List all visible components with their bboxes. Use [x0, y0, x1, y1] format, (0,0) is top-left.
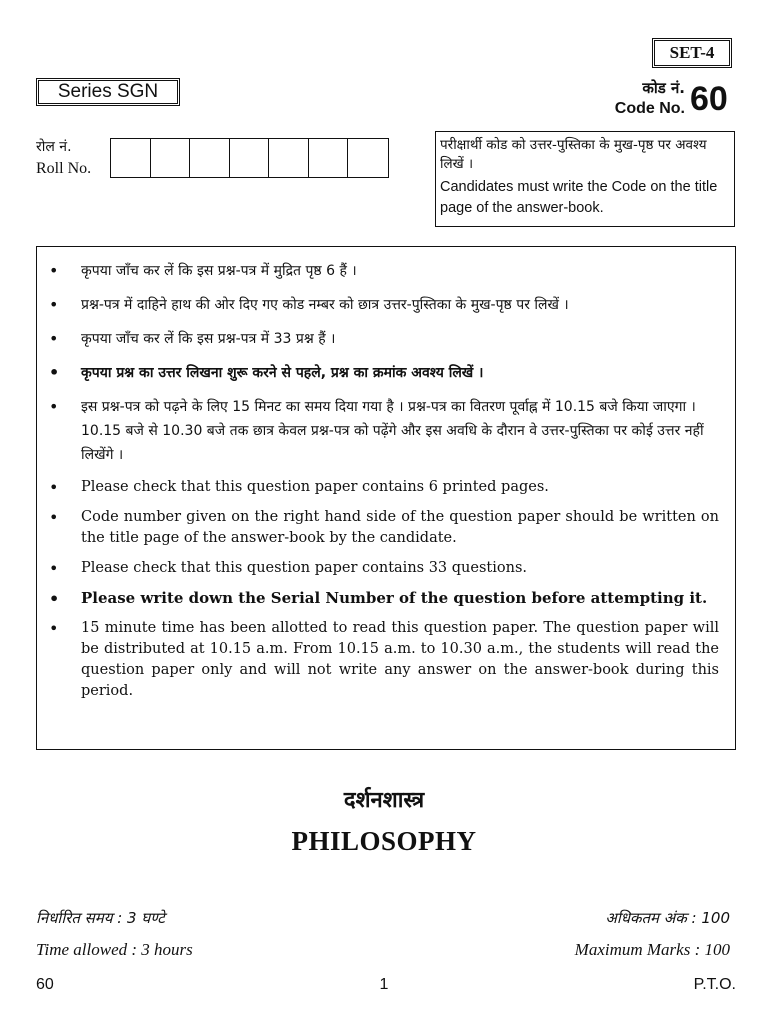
instruction-hi-3: • कृपया जाँच कर लें कि इस प्रश्न-पत्र में 33 प्रश्न हैं ।	[49, 327, 719, 351]
code-notice-box	[435, 131, 735, 227]
roll-digit-box[interactable]	[309, 139, 349, 177]
max-marks-english: Maximum Marks : 100	[574, 940, 730, 959]
instructions-box	[36, 246, 736, 750]
code-label-english: Code No.	[614, 100, 685, 117]
roll-number-boxes[interactable]	[110, 138, 389, 178]
instruction-en-1: • Please check that this question paper contains 6 printed pages.	[49, 477, 719, 498]
instruction-en-4: • Please write down the Serial Number of the question before attempting it.	[49, 588, 719, 609]
instruction-en-5: • 15 minute time has been allotted to read this question paper. The question paper will be distributed at 10.15 a.m. From 10.15 a.m. to 10.30 a.m., the students will read the question paper only and will not write any answer on the answer-book during this period.	[49, 618, 719, 702]
instruction-hi-2: • प्रश्न-पत्र में दाहिने हाथ की ओर दिए गए कोड नम्बर को छात्र उत्तर-पुस्तिका के मुख-पृष्ठ पर लिखें ।	[49, 293, 719, 317]
roll-digit-box[interactable]	[230, 139, 270, 177]
time-allowed-english: Time allowed : 3 hours	[36, 940, 193, 959]
roll-label-english: Roll No.	[36, 160, 92, 177]
instruction-en-3: • Please check that this question paper contains 33 questions.	[49, 558, 719, 579]
roll-digit-box[interactable]	[111, 139, 151, 177]
series-label: Series SGN	[36, 78, 180, 106]
instruction-hi-5: • इस प्रश्न-पत्र को पढ़ने के लिए 15 मिनट का समय दिया गया है । प्रश्न-पत्र का वितरण पूर्वाह्न में 10.15 बजे किया जाएगा । 10.15 बजे से 10.30 बजे तक छात्र केवल प्रश्न-पत्र को पढ़ेंगे और इस अवधि के दौरान वे उत्तर-पुस्तिका पर कोई उत्तर नहीं लिखेंगे ।	[49, 395, 719, 467]
instruction-hi-1: • कृपया जाँच कर लें कि इस प्रश्न-पत्र में मुद्रित पृष्ठ 6 हैं ।	[49, 259, 719, 283]
roll-digit-box[interactable]	[348, 139, 388, 177]
code-notice-english: Candidates must write the Code on the title page of the answer-book.	[440, 179, 718, 216]
footer-code: 60	[36, 976, 54, 993]
roll-digit-box[interactable]	[151, 139, 191, 177]
code-notice-hindi: परीक्षार्थी कोड को उत्तर-पुस्तिका के मुख-पृष्ठ पर अवश्य लिखें ।	[440, 137, 707, 172]
subject-title-english: PHILOSOPHY	[291, 826, 477, 856]
code-number: 60	[690, 80, 728, 118]
roll-digit-box[interactable]	[269, 139, 309, 177]
instruction-en-2: • Code number given on the right hand side of the question paper should be written on the title page of the answer-book by the candidate.	[49, 507, 719, 549]
code-label-hindi: कोड नं.	[642, 79, 685, 97]
roll-digit-box[interactable]	[190, 139, 230, 177]
pto-label: P.T.O.	[693, 976, 736, 993]
roll-label-hindi: रोल नं.	[36, 139, 72, 155]
max-marks-hindi: अधिकतम अंक : 100	[605, 909, 730, 927]
instruction-hi-4: • कृपया प्रश्न का उत्तर लिखना शुरू करने से पहले, प्रश्न का क्रमांक अवश्य लिखें ।	[49, 361, 719, 385]
time-allowed-hindi: निर्धारित समय : 3 घण्टे	[36, 909, 165, 927]
page-number: 1	[379, 976, 389, 993]
subject-title-hindi: दर्शनशास्त्र	[343, 788, 425, 813]
set-label: SET-4	[652, 38, 732, 68]
